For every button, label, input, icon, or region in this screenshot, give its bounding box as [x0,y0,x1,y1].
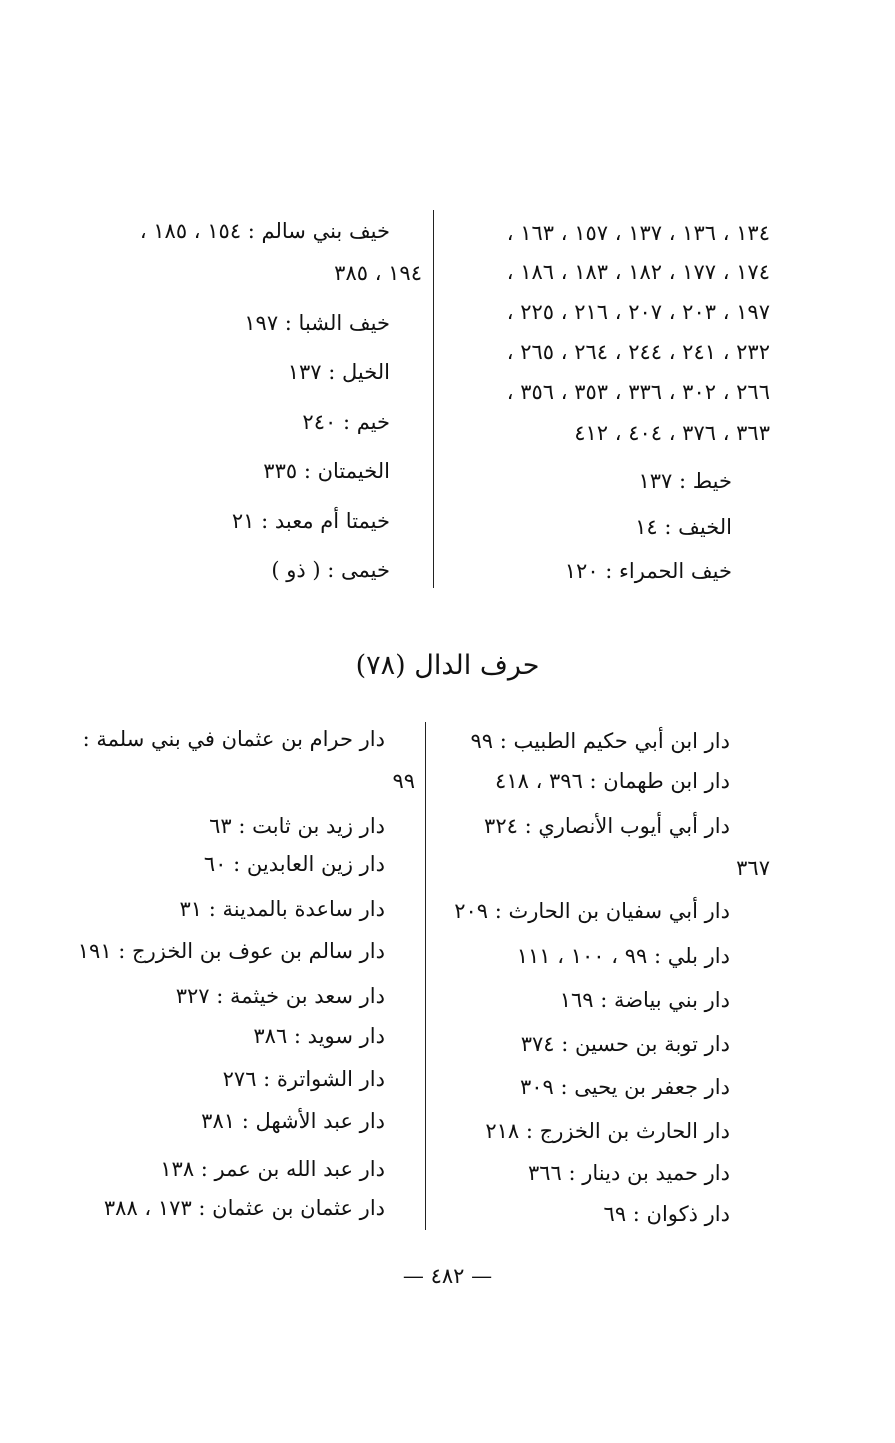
section-heading: حرف الدال (٧٨) [355,650,540,681]
page-number: — ٤٨٢ — [402,1264,493,1288]
column-divider-top [433,210,434,588]
index-entry: خيط : ١٣٧ [638,469,732,493]
index-entry: دار سعد بن خيثمة : ٣٢٧ [175,984,385,1008]
index-entry: خيمتا أم معبد : ٢١ [231,509,390,533]
index-entry: خيم : ٢٤٠ [302,410,390,434]
index-entry: دار حميد بن دينار : ٣٦٦ [527,1161,730,1185]
index-entry: خيمى : ( ذو ) [271,558,390,582]
column-divider-bottom [425,722,426,1230]
index-entry: دار سالم بن عوف بن الخزرج : ١٩١ [77,939,385,963]
index-entry: دار أبي أيوب الأنصاري : ٣٢٤ [484,814,730,838]
index-entry: دار زين العابدين : ٦٠ [203,852,385,876]
index-entry: ٩٩ [392,769,415,793]
index-entry: دار ساعدة بالمدينة : ٣١ [179,897,385,921]
index-entry: دار توبة بن حسين : ٣٧٤ [520,1032,730,1056]
index-entry: دار زيد بن ثابت : ٦٣ [209,814,385,838]
index-entry: دار بلي : ٩٩ ، ١٠٠ ، ١١١ [516,944,730,968]
index-entry: ٢٣٢ ، ٢٤١ ، ٢٤٤ ، ٢٦٤ ، ٢٦٥ ، [506,340,770,364]
index-entry: دار بني بياضة : ١٦٩ [559,988,730,1012]
index-entry: دار جعفر بن يحيى : ٣٠٩ [519,1075,730,1099]
index-entry: دار حرام بن عثمان في بني سلمة : [82,727,385,751]
index-entry: ١٩٧ ، ٢٠٣ ، ٢٠٧ ، ٢١٦ ، ٢٢٥ ، [506,300,770,324]
index-entry: دار عبد الله بن عمر : ١٣٨ [160,1157,385,1181]
index-entry: دار ابن طهمان : ٣٩٦ ، ٤١٨ [495,769,730,793]
index-entry: خيف الشبا : ١٩٧ [244,311,390,335]
index-entry: دار سويد : ٣٨٦ [253,1024,385,1048]
index-entry: الخيل : ١٣٧ [287,360,390,384]
index-entry: ١٣٤ ، ١٣٦ ، ١٣٧ ، ١٥٧ ، ١٦٣ ، [506,221,770,245]
index-entry: دار عثمان بن عثمان : ١٧٣ ، ٣٨٨ [103,1196,385,1220]
index-entry: دار الشواترة : ٢٧٦ [222,1067,385,1091]
index-entry: دار عبد الأشهل : ٣٨١ [201,1109,385,1133]
index-entry: ٣٦٣ ، ٣٧٦ ، ٤٠٤ ، ٤١٢ [574,421,770,445]
index-entry: خيف الحمراء : ١٢٠ [564,559,732,583]
index-entry: الخيمتان : ٣٣٥ [263,459,390,483]
index-entry: الخيف : ١٤ [635,515,732,539]
index-entry: ٣٦٧ [736,856,770,880]
index-entry: دار الحارث بن الخزرج : ٢١٨ [485,1119,730,1143]
index-entry: ١٧٤ ، ١٧٧ ، ١٨٢ ، ١٨٣ ، ١٨٦ ، [506,260,770,284]
index-entry: خيف بني سالم : ١٥٤ ، ١٨٥ ، [139,219,390,243]
index-entry: ١٩٤ ، ٣٨٥ [334,261,422,285]
index-entry: دار ذكوان : ٦٩ [603,1202,730,1226]
index-entry: ٢٦٦ ، ٣٠٢ ، ٣٣٦ ، ٣٥٣ ، ٣٥٦ ، [506,380,770,404]
index-entry: دار أبي سفيان بن الحارث : ٢٠٩ [454,899,730,923]
index-entry: دار ابن أبي حكيم الطبيب : ٩٩ [470,729,730,753]
